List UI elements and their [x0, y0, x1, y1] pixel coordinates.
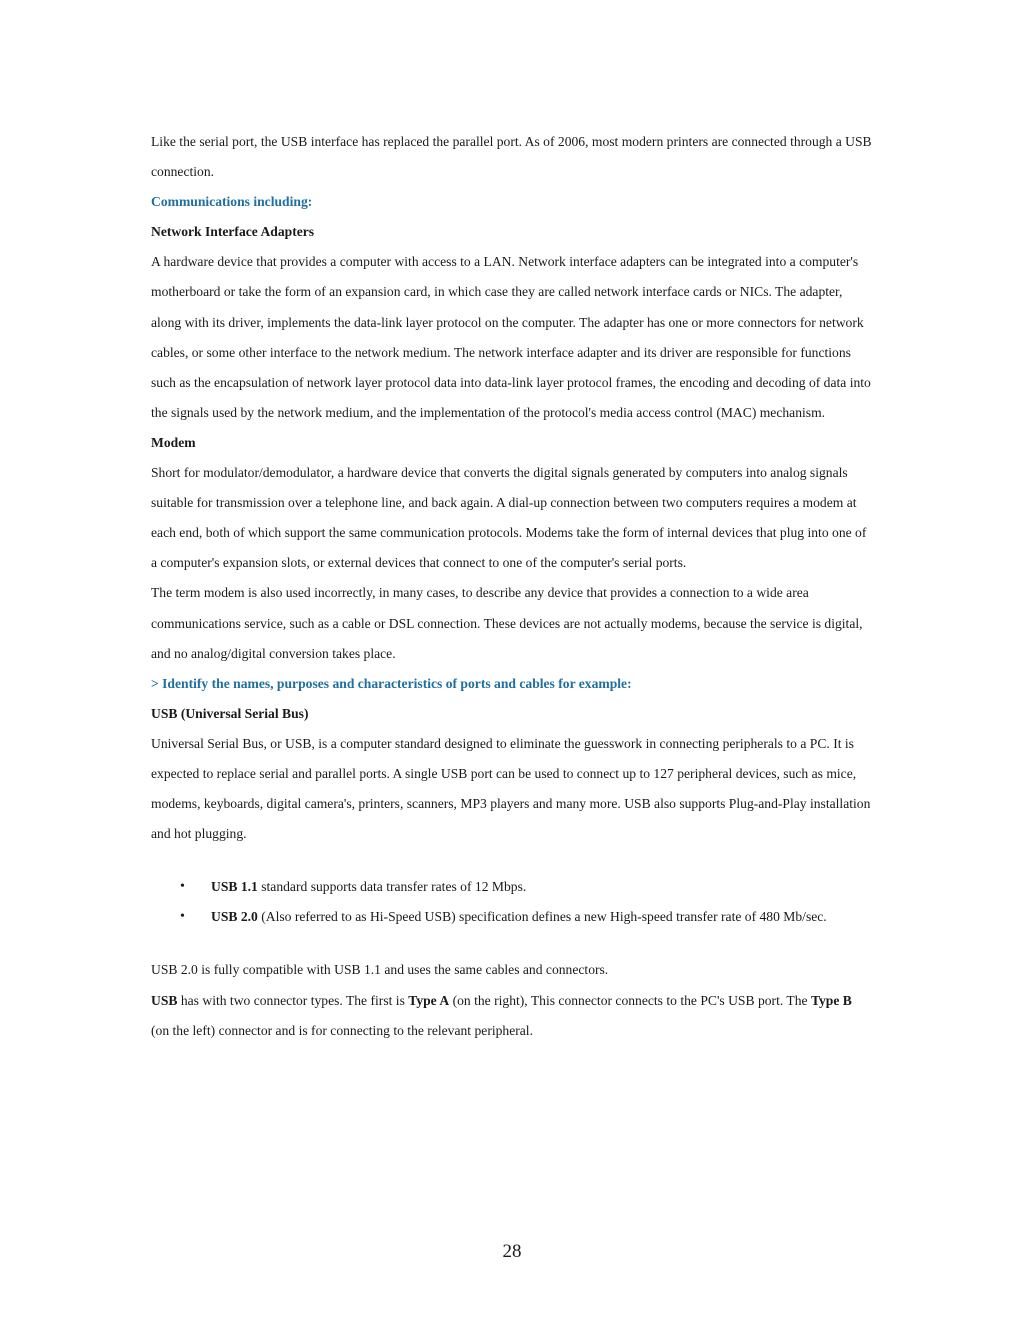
- modem-paragraph: Short for modulator/demodulator, a hardware device that converts the digital signals generated by computers into analog signals suitable for transmission over a telephone line, and back again. A dial-up connection between two computers requires a modem at each end, both of which support the same communication protocols. Modems take the form of internal devices that plug into one of a computer's expansion slots, or external devices that connect to one of the computer's serial ports.: [151, 465, 867, 571]
- usb-heading: USB (Universal Serial Bus): [151, 705, 309, 721]
- usb-printers-paragraph: Like the serial port, the USB interface has replaced the parallel port. As of 2006, most modern printers are connected through a USB connection.: [151, 134, 872, 180]
- list-item: [151, 872, 873, 902]
- list-item: [151, 902, 873, 932]
- modem-paragraph-2: The term modem is also used incorrectly, in many cases, to describe any device that provides a connection to a wide area communications service, such as a cable or DSL connection. These devices are not actually modems, because the service is digital, and no analog/digital conversion takes place.: [151, 585, 863, 661]
- type-b-term: Type B: [810, 992, 852, 1008]
- bullet-icon: •: [180, 879, 185, 895]
- compat-paragraph: USB 2.0 is fully compatible with USB 1.1 and uses the same cables and connectors.: [151, 962, 609, 978]
- connectors-text-3: (on the left) connector and is for connecting to the relevant peripheral.: [151, 1022, 533, 1038]
- nia-paragraph: A hardware device that provides a computer with access to a LAN. Network interface adapters can be integrated into a computer's motherboard or take the form of an expansion card, in which case they are called network interface cards or NICs. The adapter, along with its driver, implements the data-link layer protocol on the computer. The adapter has one or more connectors for network cables, or some other interface to the network medium. The network interface adapter and its driver are responsible for functions such as the encapsulation of network layer protocol data into data-link layer protocol frames, the encoding and decoding of data into the signals used by the network medium, and the implementation of the protocol's media access control (MAC) mechanism.: [151, 254, 871, 420]
- usb-paragraph: Universal Serial Bus, or USB, is a computer standard designed to eliminate the guesswork in connecting peripherals to a PC. It is expected to replace serial and parallel ports. A single USB port can be used to connect up to 127 peripheral devices, such as mice, modems, keyboards, digital camera's, printers, scanners, MP3 players and many more. USB also supports Plug-and-Play installation and hot plugging.: [151, 735, 871, 842]
- usb-term: USB: [151, 992, 178, 1008]
- usb-version-text: standard supports data transfer rates of 12 Mbps.: [257, 879, 527, 895]
- connectors-paragraph: [151, 986, 873, 1046]
- ports-heading: > Identify the names, purposes and characteristics of ports and cables for example:: [151, 675, 632, 691]
- bullet-icon: •: [180, 909, 185, 925]
- page-body: [151, 127, 873, 1046]
- connectors-text-1: has with two connector types. The first is: [177, 992, 409, 1008]
- communications-heading: Communications including:: [151, 194, 313, 210]
- connectors-text-2: (on the right), This connector connects to the PC's USB port. The: [449, 992, 811, 1008]
- usb-version-label: USB 2.0: [211, 909, 258, 925]
- type-a-term: Type A: [408, 992, 450, 1008]
- usb-version-text: (Also referred to as Hi-Speed USB) specification defines a new High-speed transfer rate of 480 Mb/sec.: [257, 909, 827, 925]
- nia-heading: Network Interface Adapters: [151, 224, 315, 240]
- page-number: 28: [502, 1241, 522, 1262]
- usb-version-label: USB 1.1: [211, 879, 258, 895]
- modem-heading: Modem: [151, 434, 196, 450]
- usb-versions-list: [151, 872, 873, 932]
